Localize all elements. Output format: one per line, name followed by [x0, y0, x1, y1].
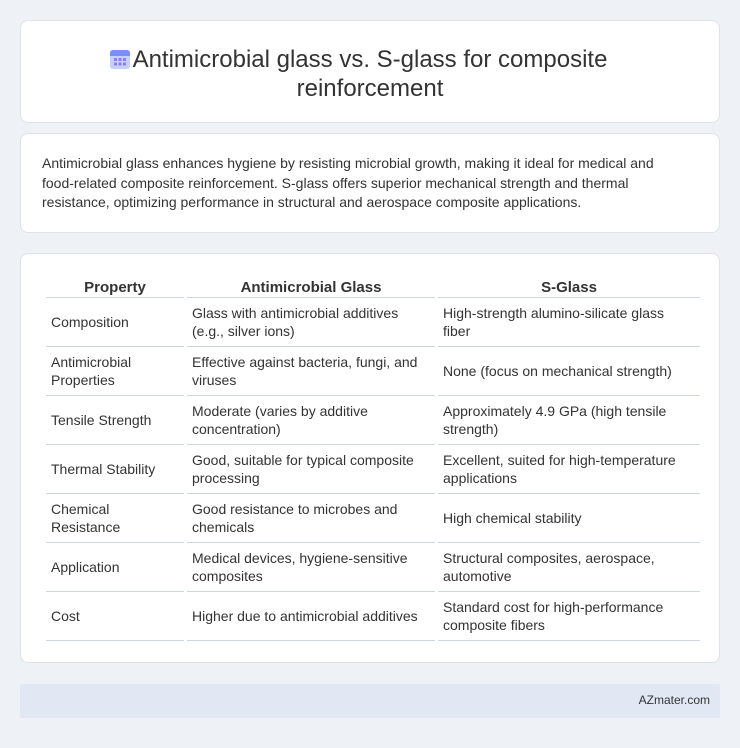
cell-antimicrobial: Higher due to antimicrobial additives: [187, 592, 435, 641]
cell-antimicrobial: Medical devices, hygiene-sensitive composites: [187, 543, 435, 592]
cell-s-glass: Excellent, suited for high-temperature applications: [438, 445, 700, 494]
source-link[interactable]: AZmater.com: [638, 693, 710, 707]
cell-property: Application: [46, 543, 184, 592]
header-s-glass: S-Glass: [438, 276, 700, 298]
cell-s-glass: Structural composites, aerospace, automotive: [438, 543, 700, 592]
cell-property: Antimicrobial Properties: [46, 347, 184, 396]
comparison-table-card: [20, 253, 720, 663]
table-header-row: [46, 276, 700, 298]
page-title-line1: Antimicrobial glass vs. S-glass for composite: [132, 46, 608, 73]
cell-property: Thermal Stability: [46, 445, 184, 494]
table-row: [46, 592, 700, 641]
header-property: Property: [46, 276, 184, 298]
page-title-line2: reinforcement: [296, 75, 444, 102]
description-card: [20, 133, 720, 233]
cell-s-glass: Standard cost for high-performance composite fibers: [438, 592, 700, 641]
table-row: [46, 445, 700, 494]
table-row: [46, 543, 700, 592]
cell-antimicrobial: Moderate (varies by additive concentration): [187, 396, 435, 445]
table-row: [46, 347, 700, 396]
cell-property: Tensile Strength: [46, 396, 184, 445]
cell-property: Composition: [46, 298, 184, 347]
cell-antimicrobial: Good resistance to microbes and chemicals: [187, 494, 435, 543]
table-row: [46, 494, 700, 543]
cell-s-glass: High-strength alumino-silicate glass fiber: [438, 298, 700, 347]
cell-antimicrobial: Good, suitable for typical composite processing: [187, 445, 435, 494]
cell-s-glass: None (focus on mechanical strength): [438, 347, 700, 396]
table-row: [46, 396, 700, 445]
header-antimicrobial-glass: Antimicrobial Glass: [187, 276, 435, 298]
cell-s-glass: High chemical stability: [438, 494, 700, 543]
cell-property: Cost: [46, 592, 184, 641]
description-text: Antimicrobial glass enhances hygiene by resisting microbial growth, making it ideal for medical and food-related composite reinforcement. S-glass offers superior mechanical strength and thermal resistance, optimizing performance in structural and aerospace composite applications.: [42, 155, 654, 210]
page-title: [21, 45, 719, 103]
cell-s-glass: Approximately 4.9 GPa (high tensile strength): [438, 396, 700, 445]
table-row: [46, 298, 700, 347]
footer-bar: [20, 684, 720, 718]
cell-antimicrobial: Glass with antimicrobial additives (e.g., silver ions): [187, 298, 435, 347]
title-card: [20, 20, 720, 123]
comparison-table: [43, 276, 703, 641]
cell-property: Chemical Resistance: [46, 494, 184, 543]
cell-antimicrobial: Effective against bacteria, fungi, and viruses: [187, 347, 435, 396]
